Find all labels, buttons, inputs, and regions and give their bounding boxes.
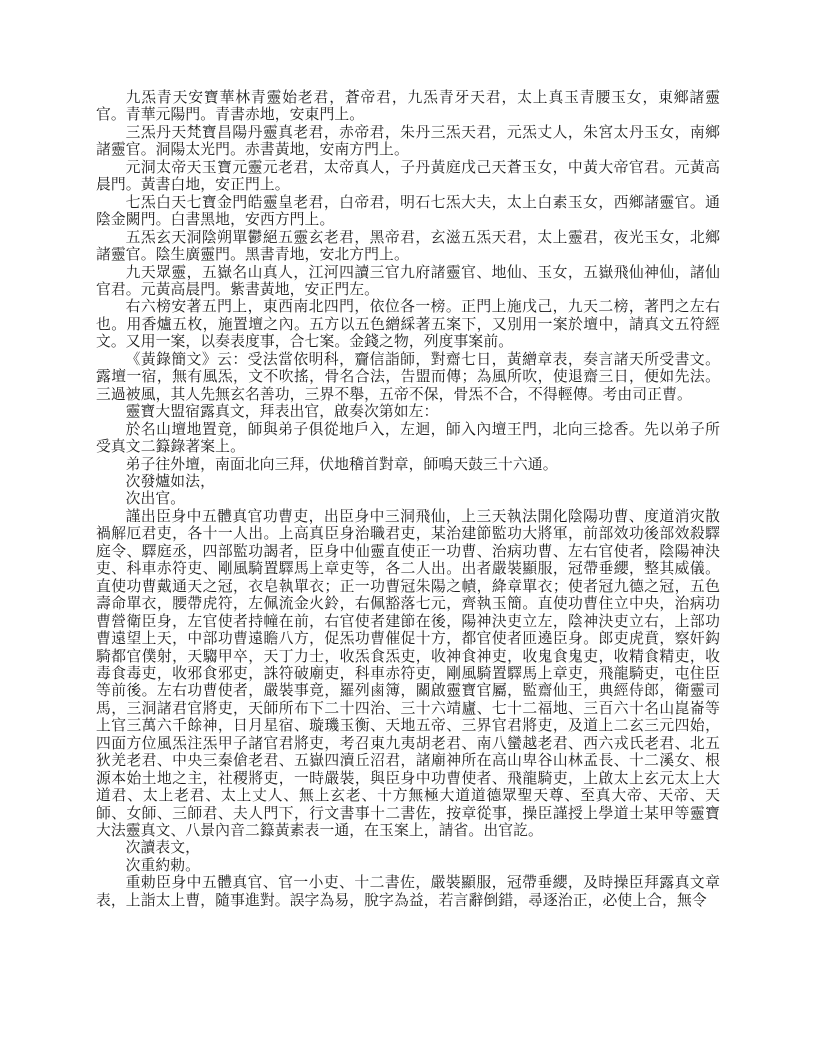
paragraph: 九炁青天安寶華林青靈始老君，蒼帝君，九炁青牙天君，太上真玉青腰玉女，東鄉諸靈官。青華元陽門。青書赤地，安東門上。	[96, 89, 720, 124]
paragraph: 謹出臣身中五體真官功曹吏，出臣身中三洞飛仙，上三天執法開化陰陽功曹、度道消灾散禍解厄君吏，各十一人出。上高真臣身治職君吏，某治建節監功大將軍，前部效功後部效殺驛庭令、驛庭丞，四部監功謁者，臣身中仙靈直使正一功曹、治病功曹、左右官使者，陰陽神決吏、科車赤符吏、剛風騎置驛馬上章吏等，各二人出。出者嚴裝顯服，冠帶垂纓，整其威儀。直使功曹戴通天之冠，衣皂執單衣；正一功曹冠朱陽之幘，絳章單衣；使者冠九德之冠，五色壽命單衣，腰帶虎符，左佩流金火鈴，右佩豁落七元，齊執玉簡。直使功曹住立中央，治病功曹營衛臣身，左官使者持幢在前，右官使者建節在後，陽神決吏立左，陰神決吏立右，上部功曹遠望上天，中部功曹遠瞻八方，促炁功曹催促十方，都官使者匝遶臣身。郎吏虎賁，察奸鈎騎都官僕射，天騶甲卒，天丁力士，收炁食炁吏，收神食神吏，收鬼食鬼吏，收精食精吏，收毒食毒吏，收邪食邪吏，誅符破廟吏，科車赤符吏，剛風騎置驛馬上章吏，飛龍騎吏，屯住臣等前後。左右功曹使者，嚴裝事竟，羅列鹵簿，關啟靈寶官屬，監齋仙王，典經侍郎，衛靈司馬，三洞諸君官將吏，天師所布下二十四治、三十六靖廬、七十二福地、三百六十名山崑崙等上官三萬六千餘神，日月星宿、璇璣玉衡、天地五帝、三界官君將吏，及道上二玄三元四始，四面方位風炁注炁甲子諸官君將吏，考召東九夷胡老君、南八蠻越老君、西六戎氏老君、北五狄羌老君、中央三秦傖老君、五嶽四瀆丘沼君，諸廟神所在高山卑谷山林孟長、十二溪女、根源本始土地之主，社稷將吏，一時嚴裝，與臣身中功曹使者、飛龍騎吏，上啟太上玄元太上大道君、太上老君、太上丈人、無上玄老、十方無極大道道德眾聖天尊、至真大帝、天帝、天師、女師、三師君、夫人門下，行文書事十二書佐，按章從事，操臣謹授上學道士某甲等靈寶大法靈真文、八景內音二籙黃素表一通，在玉案上，請省。出官訖。	[96, 507, 720, 840]
paragraph: 七炁白天七寶金門皓靈皇老君，白帝君，明石七炁大夫，太上白素玉女，西鄉諸靈官。通陰金闕門。白書黑地，安西方門上。	[96, 193, 720, 229]
paragraph: 次讀表文，	[125, 839, 201, 857]
paragraph: 九天眾靈，五嶽名山真人，江河四讀三官九府諸靈官、地仙、玉女，五嶽飛仙神仙，諸仙官君。元黃高晨門。紫書黃地，安正門左。	[96, 263, 720, 298]
paragraph: 《黃錄簡文》云：受法當依明科，齎信詣師，對齋七日，黃繒章表，奏言諸天所受書文。露壇一宿，無有風炁，文不吹搖，骨名合法，告盟而傳；為風所吹，使退齋三日，便如先法。三過被風，其人先無玄名善功，三界不舉，五帝不保，骨炁不合，不得輕傳。考由司正曹。	[96, 350, 720, 403]
paragraph: 次重約勅。	[125, 856, 201, 874]
paragraph: 五炁玄天洞陰朔單鬱絕五靈玄老君，黑帝君，玄滋五炁天君，太上靈君，夜光玉女，北鄉諸靈官。陰生廣靈門。黑書青地，安北方門上。	[96, 228, 720, 264]
paragraph: 三炁丹天梵寶昌陽丹靈真老君，赤帝君，朱丹三炁天君，元炁丈人，朱宮太丹玉女，南鄉諸靈官。洞陽太光門。赤書黃地，安南方門上。	[96, 123, 720, 159]
paragraph: 元洞太帝天玉寶元靈元老君，太帝真人，子丹黃庭戊己天蒼玉女，中黃大帝官君。元黃高晨門。黃書白地，安正門上。	[96, 158, 720, 194]
paragraph: 右六榜安著五門上，東西南北四門，依位各一榜。正門上施戊己，九天二榜，著門之左右也。用香爐五枚，施置壇之內。五方以五色繒綵著五案下，又別用一案於壇中，請真文五符經文。又用一案，以奏表度事，合七案。金錢之物，列度事案前。	[96, 298, 720, 351]
paragraph: 重勅臣身中五體真官、官一小吏、十二書佐，嚴裝顯服，冠帶垂纓，及時操臣拜露真文章表，上詣太上曹，隨事進對。誤字為易，脫字為益，若言辭倒錯，尋逐治正，必使上合，無令	[96, 874, 720, 909]
paragraph: 於名山壇地置竟，師與弟子俱從地戶入，左迴，師入內壇王門，北向三捻香。先以弟子所受真文二籙錄著案上。	[96, 420, 720, 456]
document-body	[96, 89, 720, 909]
paragraph: 次出官。	[125, 490, 186, 508]
paragraph: 次發爐如法，	[125, 472, 215, 490]
paragraph: 弟子往外壇，南面北向三拜，伏地稽首對章，師鳴天鼓三十六通。	[125, 455, 558, 473]
paragraph: 靈寶大盟宿露真文，拜表出官，啟奏次第如左：	[125, 403, 439, 421]
